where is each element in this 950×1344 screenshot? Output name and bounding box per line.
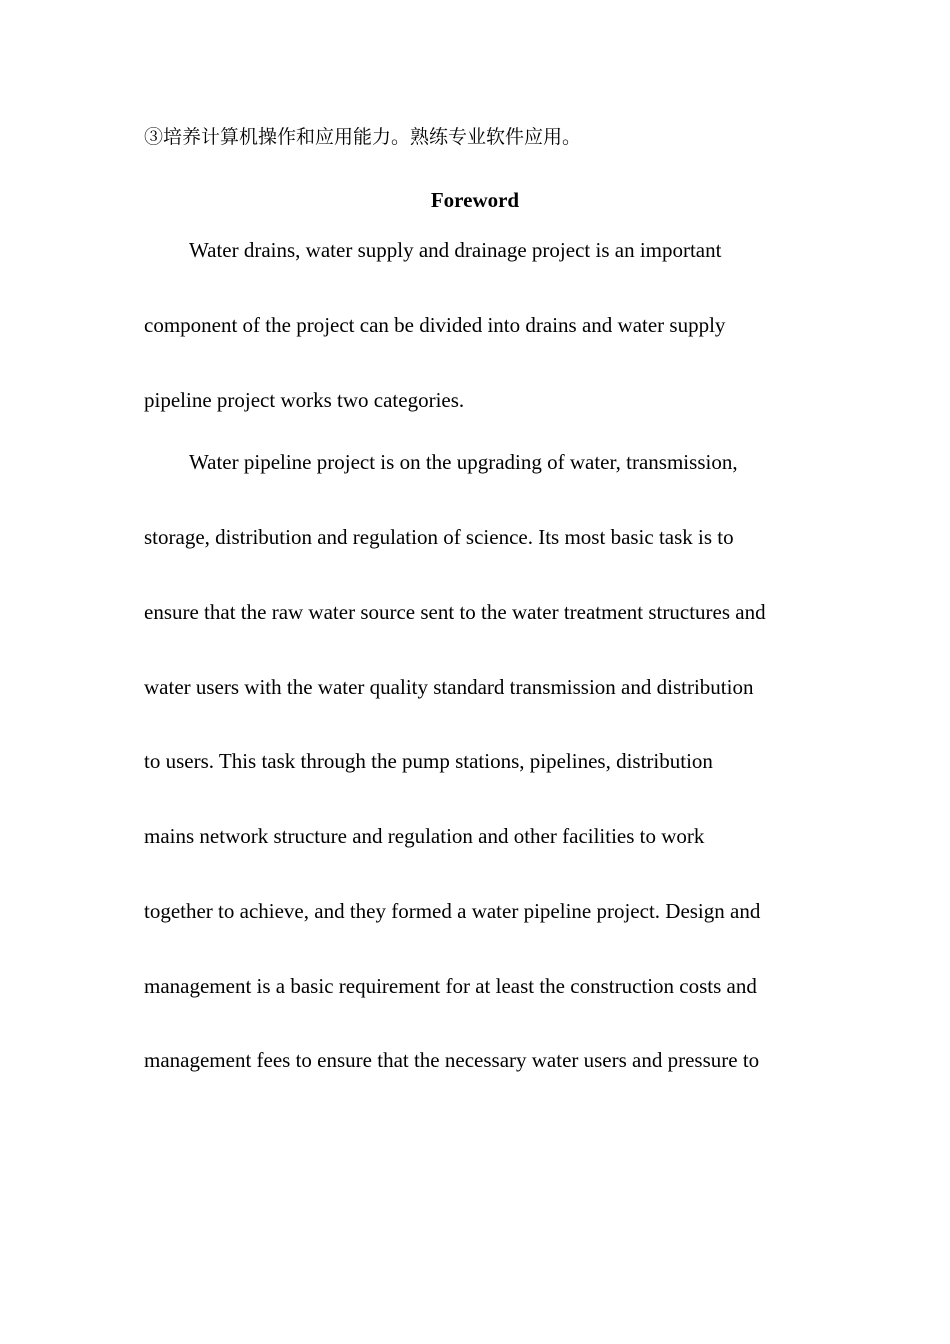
paragraph-2-line: water users with the water quality standard transmission and distribution: [144, 675, 754, 699]
paragraph-2-line: ensure that the raw water source sent to the water treatment structures and: [144, 600, 766, 624]
paragraph-2-line: together to achieve, and they formed a water pipeline project. Design and: [144, 899, 761, 923]
section-heading: Foreword: [430, 188, 520, 212]
paragraph-1-line: pipeline project works two categories.: [144, 388, 465, 412]
intro-line: ③培养计算机操作和应用能力。熟练专业软件应用。: [144, 127, 582, 148]
paragraph-2-line: mains network structure and regulation and other facilities to work: [144, 824, 705, 848]
paragraph-1-line: component of the project can be divided into drains and water supply: [144, 313, 726, 337]
paragraph-1-line: Water drains, water supply and drainage project is an important: [189, 238, 722, 262]
paragraph-2-line: management is a basic requirement for at least the construction costs and: [144, 974, 757, 998]
paragraph-2-line: management fees to ensure that the necessary water users and pressure to: [144, 1048, 760, 1072]
paragraph-2-line: storage, distribution and regulation of science. Its most basic task is to: [144, 525, 734, 549]
paragraph-2-line: to users. This task through the pump stations, pipelines, distribution: [144, 749, 713, 773]
paragraph-2-line: Water pipeline project is on the upgrading of water, transmission,: [189, 450, 738, 474]
